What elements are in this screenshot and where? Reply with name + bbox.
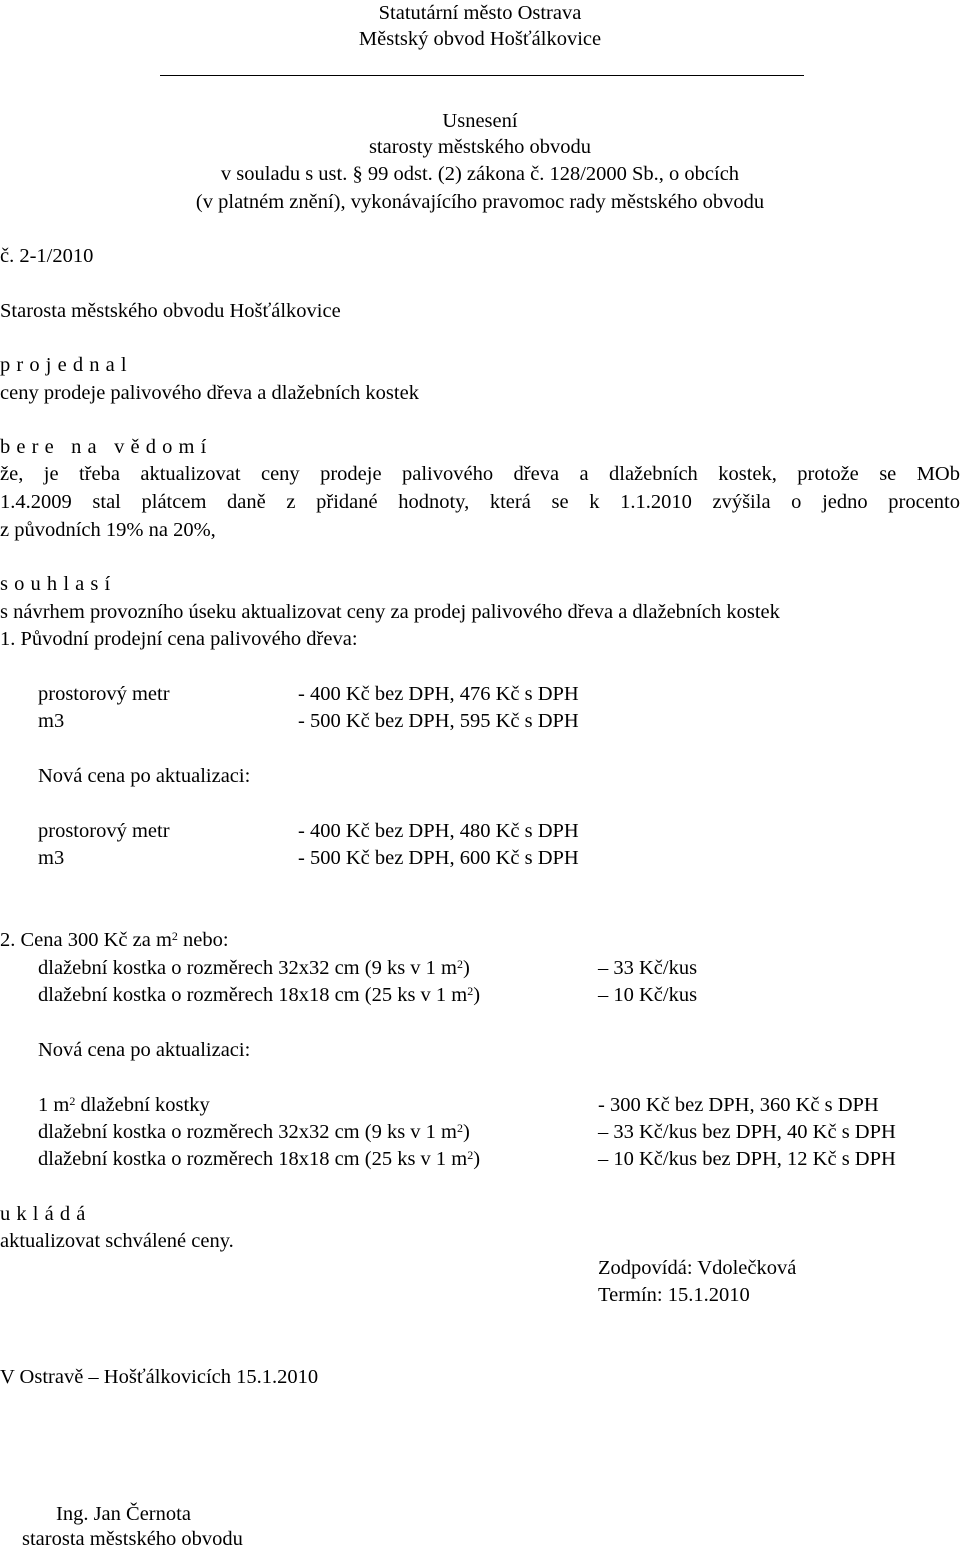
place-date: V Ostravě – Hošťálkovicích 15.1.2010 <box>0 1366 319 1388</box>
wood-item-original: m3 <box>38 710 65 732</box>
bere-na-vedomi-line-2: 1.4.2009 stal plátcem daně z přidané hodnoty, která se k 1.1.2010 zvýšila o jedno procento <box>0 491 960 513</box>
souhlasi-text: s návrhem provozního úseku aktualizovat ceny za prodej palivového dřeva a dlažebních kostek <box>0 601 780 623</box>
wood-price-original: - 500 Kč bez DPH, 595 Kč s DPH <box>298 710 579 732</box>
projednal-label: projednal <box>0 354 133 376</box>
bere-na-vedomi-label: bere na vědomí <box>0 436 213 458</box>
projednal-text: ceny prodeje palivového dřeva a dlažebních kostek <box>0 382 419 404</box>
paving-price-original: – 10 Kč/kus <box>598 984 698 1006</box>
section-2-heading: 2. Cena 300 Kč za $m^2$ nebo: <box>0 929 229 951</box>
wood-item-original: prostorový metr <box>38 683 170 705</box>
document-title: Usnesení <box>442 110 518 132</box>
wood-item-updated: prostorový metr <box>38 820 170 842</box>
section-1-heading: 1. Původní prodejní cena palivového dřeva: <box>0 628 358 650</box>
author: Starosta městského obvodu Hošťálkovice <box>0 300 341 322</box>
signatory-name: Ing. Jan Černota <box>56 1503 191 1525</box>
bere-na-vedomi-line-1: že, je třeba aktualizovat ceny prodeje palivového dřeva a dlažebních kostek, protože se MOb <box>0 463 960 485</box>
legal-basis: v souladu s ust. § 99 odst. (2) zákona č. 128/2000 Sb., o obcích <box>220 163 740 185</box>
wood-item-updated: m3 <box>38 847 65 869</box>
document-subtitle: starosty městského obvodu <box>368 136 592 158</box>
paving-item-updated: dlažební kostka o rozměrech 18x18 cm (25 ks v 1 $m^2$) <box>38 1148 481 1170</box>
paving-item-original: dlažební kostka o rozměrech 32x32 cm (9 ks v 1 $m^2$) <box>38 957 470 979</box>
resolution-number: č. 2-1/2010 <box>0 245 94 267</box>
wood-price-updated: - 500 Kč bez DPH, 600 Kč s DPH <box>298 847 579 869</box>
deadline: Termín: 15.1.2010 <box>598 1284 750 1306</box>
district-name: Městský obvod Hošťálkovice <box>358 28 602 50</box>
souhlasi-label: souhlasí <box>0 573 117 595</box>
uklada-text: aktualizovat schválené ceny. <box>0 1230 234 1252</box>
legal-basis-note: (v platném znění), vykonávajícího pravomoc rady městského obvodu <box>195 191 765 213</box>
paving-price-updated: – 33 Kč/kus bez DPH, 40 Kč s DPH <box>598 1121 896 1143</box>
bere-na-vedomi-line-3: z původních 19% na 20%, <box>0 519 216 541</box>
wood-price-updated: - 400 Kč bez DPH, 480 Kč s DPH <box>298 820 579 842</box>
header-divider <box>160 75 804 76</box>
paving-price-original: – 33 Kč/kus <box>598 957 698 979</box>
paving-item-original: dlažební kostka o rozměrech 18x18 cm (25 ks v 1 $m^2$) <box>38 984 481 1006</box>
paving-item-updated: 1 $m^2$ dlažební kostky <box>38 1094 210 1116</box>
signatory-role: starosta městského obvodu <box>22 1528 243 1550</box>
wood-price-original: - 400 Kč bez DPH, 476 Kč s DPH <box>298 683 579 705</box>
new-price-label: Nová cena po aktualizaci: <box>38 1039 251 1061</box>
paving-item-updated: dlažební kostka o rozměrech 32x32 cm (9 ks v 1 $m^2$) <box>38 1121 470 1143</box>
responsible-person: Zodpovídá: Vdolečková <box>598 1257 797 1279</box>
city-name: Statutární město Ostrava <box>378 2 582 24</box>
paving-price-updated: - 300 Kč bez DPH, 360 Kč s DPH <box>598 1094 879 1116</box>
uklada-label: ukládá <box>0 1203 92 1225</box>
paving-price-updated: – 10 Kč/kus bez DPH, 12 Kč s DPH <box>598 1148 896 1170</box>
new-price-label: Nová cena po aktualizaci: <box>38 765 251 787</box>
